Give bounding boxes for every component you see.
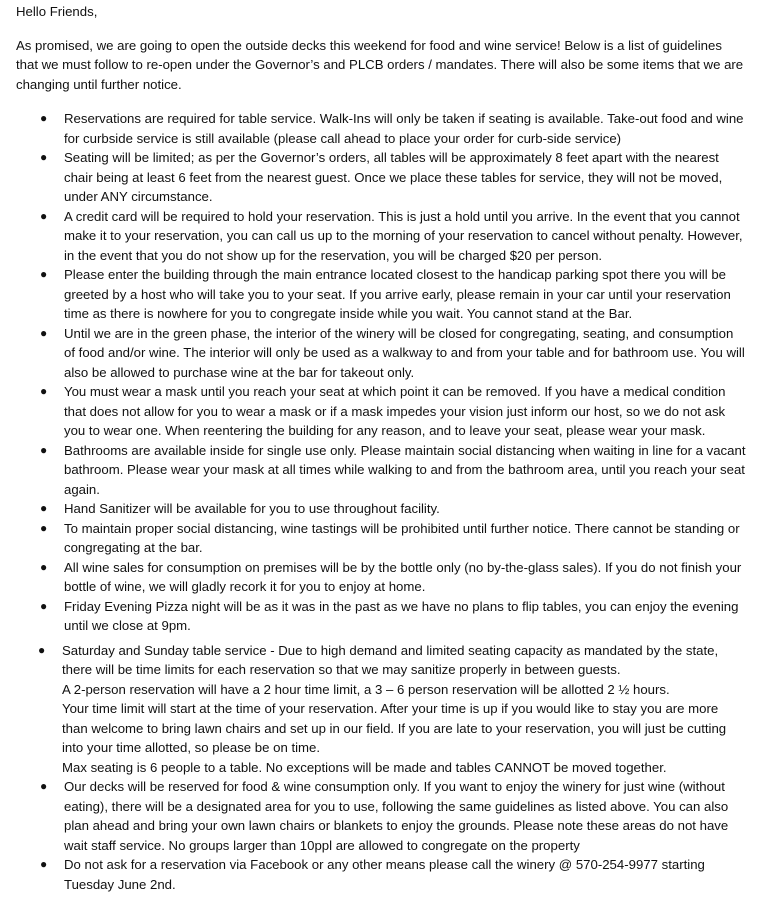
bullet-icon: ● bbox=[40, 442, 48, 457]
list-item bbox=[16, 207, 746, 266]
list-item-text: Reservations are required for table service. Walk-Ins will only be taken if seating is available. Take-out food and wine for curbside service is still available (please call ahead to place your order for curb-side service) bbox=[64, 111, 744, 146]
guidelines-list bbox=[16, 109, 746, 894]
list-item bbox=[16, 382, 746, 441]
list-item-text: All wine sales for consumption on premises will be by the bottle only (no by-the-glass sales). If you do not finish your bottle of wine, we will gladly recork it for you to enjoy at home. bbox=[64, 559, 742, 594]
bullet-icon: ● bbox=[40, 501, 48, 515]
list-item-text: Please enter the building through the main entrance located closest to the handicap parking spot there you will be greeted by a host who will take you to your seat. If you arrive early, please remain in your car until your reservation time as there is nowhere for you to congregate inside while you wait. You cannot stand at the Bar. bbox=[64, 267, 731, 321]
bullet-icon: ● bbox=[40, 208, 48, 223]
bullet-icon: ● bbox=[40, 384, 48, 398]
bullet-icon: ● bbox=[40, 559, 48, 574]
bullet-icon: ● bbox=[38, 642, 46, 657]
time-start-line: Your time limit will start at the time of your reservation. After your time is up if you would like to stay you are more than welcome to bring lawn chairs and set up in our field. If you are late to your reservation, you will just be cutting into your time allotted, so please be on time. bbox=[62, 701, 727, 755]
list-item-text: Seating will be limited; as per the Governor’s orders, all tables will be approximately 8 feet apart with the nearest chair being at least 6 feet from the nearest guest. Once we place these tables for service, they will not be moved, under ANY circumstance. bbox=[64, 150, 723, 204]
list-item-text: Saturday and Sunday table service - Due to high demand and limited seating capacity as mandated by the state, there will be time limits for each reservation so that we may sanitize properly in between guests. bbox=[62, 642, 719, 677]
list-item bbox=[16, 324, 746, 383]
list-item bbox=[16, 855, 746, 894]
list-item-text: Do not ask for a reservation via Facebook or any other means please call the winery @ 570-254-9977 starting Tuesday June 2nd. bbox=[64, 857, 705, 892]
list-item-text: Friday Evening Pizza night will be as it was in the past as we have no plans to flip tables, you can enjoy the evening until we close at 9pm. bbox=[64, 598, 739, 633]
time-limit-line: A 2-person reservation will have a 2 hour time limit, a 3 – 6 person reservation will be allotted 2 ½ hours. bbox=[62, 681, 670, 697]
list-item bbox=[16, 519, 746, 558]
list-item-text: You must wear a mask until you reach your seat at which point it can be removed. If you have a medical condition that does not allow for you to wear a mask or if a mask impedes your vision just inform our host, so we do not ask you to wear one. When reentering the building for any reason, and to leave your seat, please wear your mask. bbox=[64, 384, 726, 438]
bullet-icon: ● bbox=[40, 520, 48, 535]
list-item bbox=[16, 148, 746, 207]
list-item-text: Hand Sanitizer will be available for you to use throughout facility. bbox=[64, 501, 440, 516]
greeting: Hello Friends, bbox=[16, 4, 98, 19]
list-item bbox=[16, 777, 746, 855]
list-item bbox=[16, 441, 746, 500]
list-item bbox=[16, 265, 746, 324]
bullet-icon: ● bbox=[40, 857, 48, 871]
list-item-text: Bathrooms are available inside for single use only. Please maintain social distancing when waiting in line for a vacant bathroom. Please wear your mask at all times while walking to and from the bathroom area, until you reach your seat again. bbox=[64, 442, 746, 497]
list-item bbox=[16, 558, 746, 597]
bullet-icon: ● bbox=[40, 598, 48, 613]
list-item bbox=[16, 499, 746, 519]
bullet-icon: ● bbox=[40, 325, 48, 340]
bullet-icon: ● bbox=[40, 779, 48, 793]
bullet-icon: ● bbox=[40, 150, 48, 164]
list-item-text: Until we are in the green phase, the interior of the winery will be closed for congregating, seating, and consumption of food and/or wine. The interior will only be used as a walkway to and from your table and for bathroom use. You will also be allowed to purchase wine at the bar for takeout only. bbox=[64, 325, 745, 380]
list-item-text: Our decks will be reserved for food & wine consumption only. If you want to enjoy the winery for just wine (without eating), there will be a designated area for you to use, following the same guidelines as listed above. You can also plan ahead and bring your own lawn chairs or blankets to enjoy the grounds. Please note these areas do not have wait staff service. No groups larger than 10ppl are allowed to congregate on the property bbox=[64, 779, 729, 853]
list-item bbox=[16, 597, 746, 636]
list-item bbox=[16, 109, 746, 148]
list-item-text: A credit card will be required to hold your reservation. This is just a hold until you arrive. In the event that you cannot make it to your reservation, you can call us up to the morning of your reservation to cancel without penalty. However, in the event that you do not show up for the reservation, you will be charged $20 per person. bbox=[64, 208, 743, 263]
bullet-icon: ● bbox=[40, 267, 48, 281]
bullet-icon: ● bbox=[40, 111, 48, 125]
list-item bbox=[16, 641, 746, 778]
max-seating-line: Max seating is 6 people to a table. No exceptions will be made and tables CANNOT be moved together. bbox=[62, 759, 667, 775]
list-item-text: To maintain proper social distancing, wine tastings will be prohibited until further notice. There cannot be standing or congregating at the bar. bbox=[64, 520, 740, 555]
intro-paragraph: As promised, we are going to open the outside decks this weekend for food and wine service! Below is a list of guidelines that we must follow to re-open under the Governor’s and PLCB orders / mandates. There will also be some items that we are changing until further notice. bbox=[16, 37, 744, 92]
